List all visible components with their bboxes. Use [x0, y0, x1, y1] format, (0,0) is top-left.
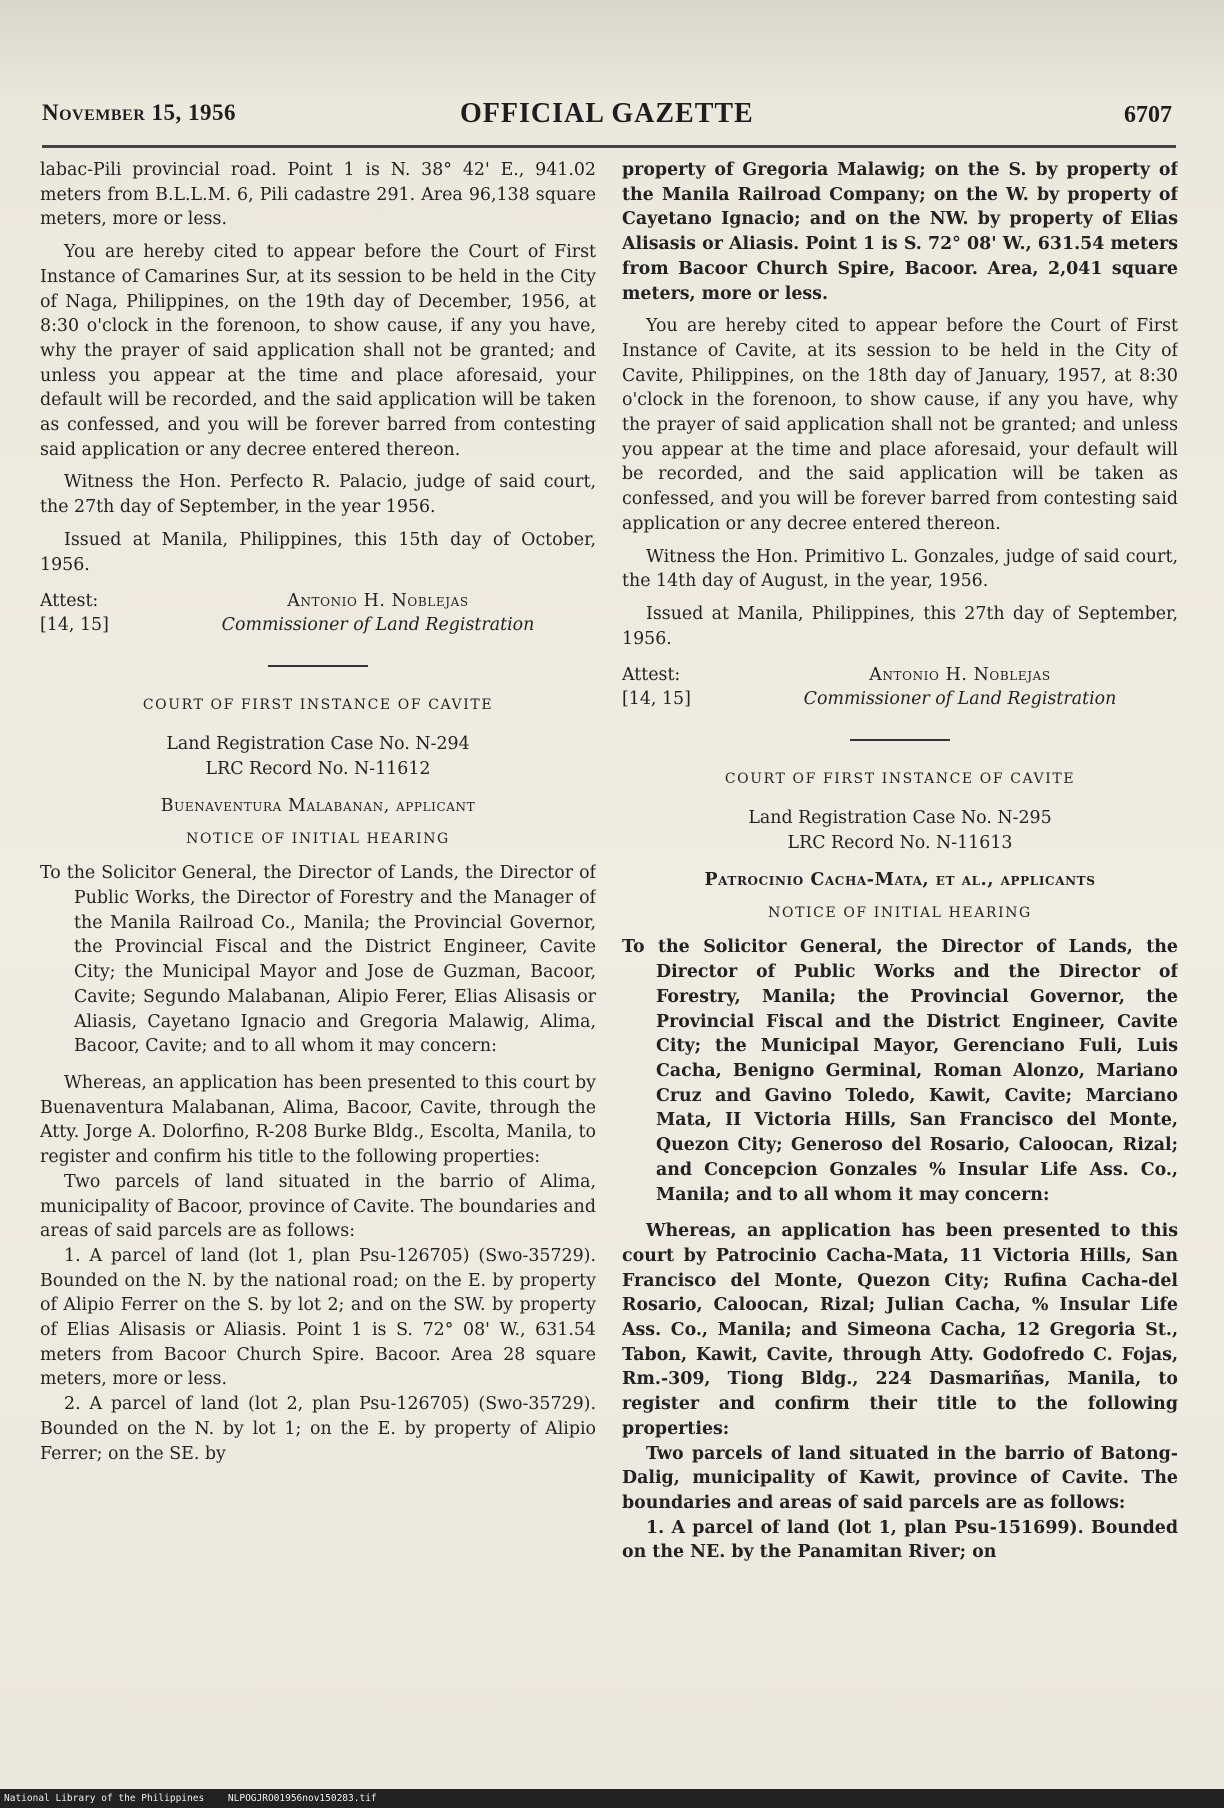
paragraph: Witness the Hon. Perfecto R. Palacio, judge of said court, the 27th day of September, in the year 1956.: [40, 472, 596, 518]
lrc-record: LRC Record No. N-11613: [787, 833, 1013, 854]
attest-label: Attest:: [40, 591, 99, 612]
issue-date: November 15, 1956: [42, 100, 237, 125]
court-heading: COURT OF FIRST INSTANCE OF CAVITE: [724, 771, 1076, 788]
paragraph: property of Gregoria Malawig; on the S. by property of the Manila Railroad Company; on the W. by property of Cayetano Ignacio; and on the NW. by property of Elias Alisasis or Aliasis. Point 1 is S. 72° 08' W., 631.54 meters from Bacoor Church Spire, Bacoor. Area, 2,041 square meters, more or less.: [622, 160, 1178, 304]
paragraph: Two parcels of land situated in the barrio of Batong-Dalig, municipality of Kawit, province of Cavite. The boundaries and areas of said parcels are as follows:: [622, 1443, 1178, 1513]
page-number: 6707: [1124, 102, 1172, 128]
footer-source: National Library of the Philippines: [4, 1793, 205, 1804]
attest-name: Antonio H. Noblejas: [287, 591, 469, 612]
applicant-line: Patrocinio Cacha-Mata, et al., applicants: [704, 870, 1096, 891]
notice-title: NOTICE OF INITIAL HEARING: [186, 830, 450, 847]
left-column: [40, 158, 596, 1758]
paragraph: 1. A parcel of land (lot 1, plan Psu-126705) (Swo-35729). Bounded on the N. by the national road; on the E. by property of Alipio Ferrer on the S. by lot 2; and on the SW. by property of Elias Alisasis or Aliasis. Point 1 is S. 72° 08' W., 631.54 meters from Bacoor Church Spire. Bacoor. Area 28 square meters, more or less.: [40, 1245, 596, 1390]
footer-file: NLPOGJRO01956nov150283.tif: [227, 1793, 377, 1804]
attest-title: Commissioner of Land Registration: [221, 615, 535, 636]
attest-title: Commissioner of Land Registration: [803, 689, 1117, 710]
paragraph: Issued at Manila, Philippines, this 27th day of September, 1956.: [622, 603, 1178, 649]
header-rule: [42, 145, 1176, 148]
scan-footer: [0, 1789, 1224, 1808]
case-number: Land Registration Case No. N-294: [166, 733, 470, 754]
paragraph: You are hereby cited to appear before the Court of First Instance of Cavite, at its session to be held in the City of Cavite, Philippines, on the 18th day of January, 1957, at 8:30 o'clock in the forenoon, to show cause, if any you have, why the prayer of said application shall not be granted; and unless you appear at the time and place aforesaid, your default will be recorded, and the said application will be taken as confessed, and you will be forever barred from contesting said application or any decree entered thereon.: [622, 316, 1178, 534]
right-column: [622, 158, 1178, 1758]
page-header: [42, 98, 1172, 138]
paragraph: Whereas, an application has been presented to this court by Patrocinio Cacha-Mata, 11 Victoria Hills, San Francisco del Monte, Quezon City; Rufina Cacha-del Rosario, Caloocan, Rizal; Julian Cacha, % Insular Life Ass. Co., Manila; and Simeona Cacha, 12 Gregoria St., Tabon, Kawit, Cavite, through Atty. Godofredo C. Fojas, Rm.-309, Tiong Bldg., 224 Dasmariñas, Manila, to register and confirm their title to the following properties:: [622, 1221, 1178, 1439]
paragraph: 2. A parcel of land (lot 2, plan Psu-126705) (Swo-35729). Bounded on the N. by lot 1; on the E. by property of Alipio Ferrer; on the SE. by: [40, 1394, 596, 1464]
attest-label: Attest:: [622, 665, 681, 686]
addressees: To the Solicitor General, the Director of Lands, the Director of Public Works, the Director of Forestry and the Manager of the Manila Railroad Co., Manila; the Provincial Governor, the Provincial Fiscal and the District Engineer, Cavite City; the Municipal Mayor and Jose de Guzman, Bacoor, Cavite; Segundo Malabanan, Alipio Ferer, Elias Alisasis or Aliasis, Cayetano Ignacio and Gregoria Malawig, Alima, Bacoor, Cavite; and to all whom it may concern:: [40, 863, 596, 1057]
addressees: To the Solicitor General, the Director of Lands, the Director of Public Works and the Director of Forestry, Manila; the Provincial Governor, the Provincial Fiscal and the District Engineer, Cavite City; the Municipal Mayor, Gerenciano Fuli, Luis Cacha, Benigno Germinal, Roman Alonzo, Mariano Cruz and Gavino Toledo, Kawit, Cavite; Marciano Mata, II Victoria Hills, San Francisco del Monte, Quezon City; Generoso del Rosario, Caloocan, Rizal; and Concepcion Gonzales % Insular Life Ass. Co., Manila; and to all whom it may concern:: [622, 937, 1178, 1205]
paragraph: Whereas, an application has been presented to this court by Buenaventura Malabanan, Alima, Bacoor, Cavite, through the Atty. Jorge A. Dolorfino, R-208 Burke Bldg., Escolta, Manila, to register and confirm his title to the following properties:: [40, 1072, 596, 1168]
attest-block: [40, 589, 596, 637]
notice-title: NOTICE OF INITIAL HEARING: [768, 904, 1032, 921]
attest-block: [622, 663, 1178, 711]
section-divider: [268, 665, 368, 667]
paragraph: labac-Pili provincial road. Point 1 is N. 38° 42' E., 941.02 meters from B.L.L.M. 6, Pili cadastre 291. Area 96,138 square meters, more or less.: [40, 160, 596, 230]
applicant-line: Buenaventura Malabanan, applicant: [160, 795, 476, 816]
attest-ref: [14, 15]: [622, 689, 691, 710]
paragraph: You are hereby cited to appear before the Court of First Instance of Camarines Sur, at its session to be held in the City of Naga, Philippines, on the 19th day of December, 1956, at 8:30 o'clock in the forenoon, to show cause, if any you have, why the prayer of said application shall not be granted; and unless you appear at the time and place aforesaid, your default will be recorded, and the said application will be taken as confessed, and you will be forever barred from contesting said application or any decree entered thereon.: [40, 242, 596, 460]
section-divider: [850, 739, 950, 741]
publication-title: OFFICIAL GAZETTE: [460, 98, 754, 129]
court-heading: COURT OF FIRST INSTANCE OF CAVITE: [142, 697, 494, 714]
lrc-record: LRC Record No. N-11612: [205, 758, 431, 779]
paragraph: 1. A parcel of land (lot 1, plan Psu-151699). Bounded on the NE. by the Panamitan River; on: [622, 1517, 1178, 1563]
paragraph: Two parcels of land situated in the barrio of Alima, municipality of Bacoor, province of Cavite. The boundaries and areas of said parcels are as follows:: [40, 1171, 596, 1242]
paragraph: Witness the Hon. Primitivo L. Gonzales, judge of said court, the 14th day of August, in the year, 1956.: [622, 546, 1178, 592]
case-number: Land Registration Case No. N-295: [748, 808, 1052, 829]
paragraph: Issued at Manila, Philippines, this 15th day of October, 1956.: [40, 529, 596, 575]
attest-ref: [14, 15]: [40, 615, 109, 636]
attest-name: Antonio H. Noblejas: [869, 665, 1051, 686]
